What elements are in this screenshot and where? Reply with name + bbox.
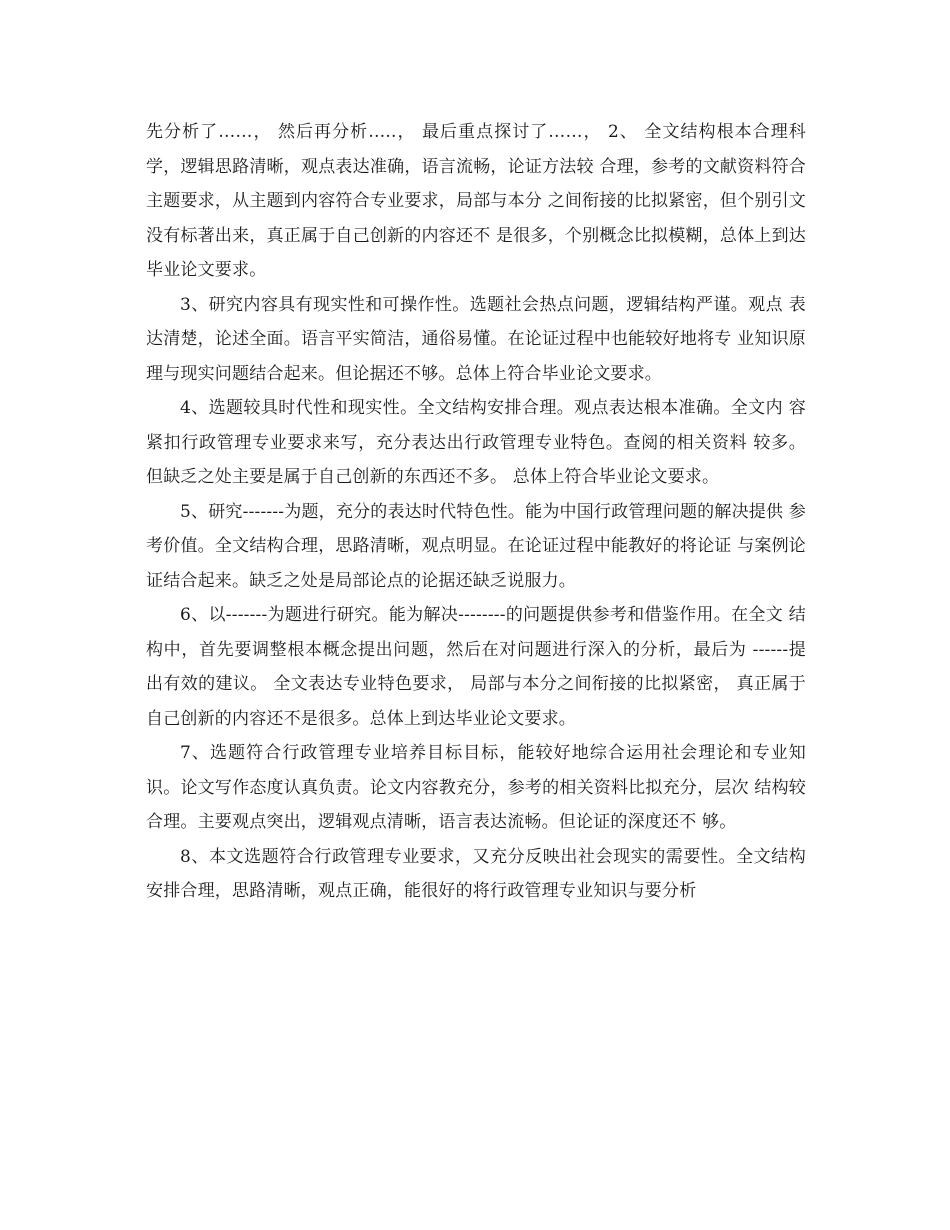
document-body <box>146 115 806 909</box>
paragraph-evaluation-5: 5、研究-------为题，充分的表达时代特色性。能为中国行政管理问题的解决提供 参考价值。全文结构合理，思路清晰，观点明显。在论证过程中能教好的将论证 与案例论证结合起来。缺乏之处是局部论点的论据还缺乏说服力。 <box>146 501 806 591</box>
paragraph-evaluation-4: 4、选题较具时代性和现实性。全文结构安排合理。观点表达根本准确。全文内 容紧扣行政管理专业要求来写，充分表达出行政管理专业特色。查阅的相关资料 较多。 但缺乏之处主要是属于自己创新的东西还不多。 总体上符合毕业论文要求。 <box>146 398 806 487</box>
paragraph-evaluation-8: 8、本文选题符合行政管理专业要求，又充分反映出社会现实的需要性。全文结构安排合理，思路清晰，观点正确，能很好的将行政管理专业知识与要分析 <box>146 846 806 901</box>
paragraph-evaluation-7: 7、选题符合行政管理专业培养目标目标，能较好地综合运用社会理论和专业知 识。论文写作态度认真负责。论文内容教充分，参考的相关资料比拟充分，层次 结构较合理。主要观点突出，逻辑观点清晰，语言表达流畅。但论证的深度还不 够。 <box>146 743 806 832</box>
paragraph-evaluation-1-2: 先分析了……， 然后再分析…..， 最后重点探讨了……， 2、 全文结构根本合理科学，逻辑思路清晰，观点表达准确，语言流畅，论证方法较 合理，参考的文献资料符合主题要求，从主题到内容符合专业要求，局部与本分 之间衔接的比拟紧密，但个别引文没有标著出来，真正属于自己创新的内容还不 是很多，个别概念比拟模糊，总体上到达毕业论文要求。 <box>146 122 806 280</box>
paragraph-evaluation-3: 3、研究内容具有现实性和可操作性。选题社会热点问题，逻辑结构严谨。观点 表达清楚，论述全面。语言平实简洁，通俗易懂。在论证过程中也能较好地将专 业知识原理与现实问题结合起来。但论据还不够。总体上符合毕业论文要求。 <box>146 294 806 384</box>
paragraph-evaluation-6: 6、以-------为题进行研究。能为解决--------的问题提供参考和借鉴作用。在全文 结构中，首先要调整根本概念提出问题，然后在对问题进行深入的分析，最后为 ------提出有效的建议。 全文表达专业特色要求， 局部与本分之间衔接的比拟紧密， 真正属于自己创新的内容还不是很多。总体上到达毕业论文要求。 <box>146 605 806 729</box>
